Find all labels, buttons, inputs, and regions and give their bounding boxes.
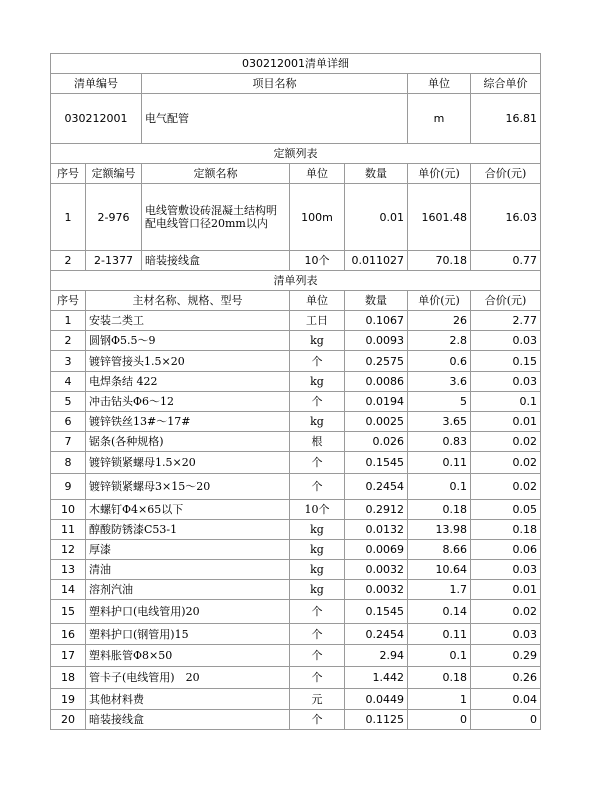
quota-section-row bbox=[51, 144, 541, 164]
title-row bbox=[51, 54, 541, 74]
material-total: 0.01 bbox=[471, 412, 541, 432]
material-row bbox=[51, 452, 541, 474]
material-row bbox=[51, 560, 541, 580]
material-list bbox=[51, 311, 541, 730]
material-qty: 0.1067 bbox=[345, 311, 408, 331]
material-name: 镀锌铁丝13#～17# bbox=[86, 412, 290, 432]
quota-header-unit: 单位 bbox=[290, 164, 345, 184]
material-name: 镀锌锁紧螺母3×15～20 bbox=[86, 474, 290, 500]
quota-row bbox=[51, 251, 541, 271]
material-unit: 10个 bbox=[290, 500, 345, 520]
material-name: 电焊条结 422 bbox=[86, 372, 290, 392]
material-row bbox=[51, 624, 541, 645]
quota-section-title: 定额列表 bbox=[51, 144, 541, 164]
material-seq: 7 bbox=[51, 432, 86, 452]
material-row bbox=[51, 372, 541, 392]
material-unit-price: 3.6 bbox=[408, 372, 471, 392]
material-name: 冲击钻头Φ6～12 bbox=[86, 392, 290, 412]
material-name: 木螺钉Φ4×65以下 bbox=[86, 500, 290, 520]
material-unit-price: 8.66 bbox=[408, 540, 471, 560]
material-total: 0.02 bbox=[471, 600, 541, 624]
material-qty: 0.0032 bbox=[345, 580, 408, 600]
material-total: 0.03 bbox=[471, 624, 541, 645]
material-row bbox=[51, 474, 541, 500]
material-row bbox=[51, 540, 541, 560]
main-item-code: 030212001 bbox=[51, 94, 142, 144]
material-unit: kg bbox=[290, 412, 345, 432]
material-qty: 0.0069 bbox=[345, 540, 408, 560]
material-header-total: 合价(元) bbox=[471, 291, 541, 311]
material-seq: 8 bbox=[51, 452, 86, 474]
material-name: 溶剂汽油 bbox=[86, 580, 290, 600]
material-unit-price: 1.7 bbox=[408, 580, 471, 600]
material-unit: 工日 bbox=[290, 311, 345, 331]
material-total: 0.29 bbox=[471, 645, 541, 667]
quota-unit: 10个 bbox=[290, 251, 345, 271]
material-seq: 13 bbox=[51, 560, 86, 580]
material-total: 2.77 bbox=[471, 311, 541, 331]
quota-code: 2-1377 bbox=[86, 251, 142, 271]
material-unit-price: 5 bbox=[408, 392, 471, 412]
material-unit: 个 bbox=[290, 667, 345, 689]
main-item-unit: m bbox=[408, 94, 471, 144]
material-total: 0.18 bbox=[471, 520, 541, 540]
material-qty: 2.94 bbox=[345, 645, 408, 667]
quota-name: 暗装接线盒 bbox=[142, 251, 290, 271]
material-name: 暗装接线盒 bbox=[86, 710, 290, 730]
material-row bbox=[51, 580, 541, 600]
material-total: 0.06 bbox=[471, 540, 541, 560]
material-unit-price: 26 bbox=[408, 311, 471, 331]
quota-unit-price: 1601.48 bbox=[408, 184, 471, 251]
material-unit-price: 2.8 bbox=[408, 331, 471, 351]
quota-name: 电线管敷设砖混凝土结构明配电线管口径20mm以内 bbox=[142, 184, 290, 251]
material-unit: 元 bbox=[290, 689, 345, 710]
material-seq: 19 bbox=[51, 689, 86, 710]
material-unit: 个 bbox=[290, 600, 345, 624]
quota-total: 0.77 bbox=[471, 251, 541, 271]
material-qty: 0.0025 bbox=[345, 412, 408, 432]
material-row bbox=[51, 689, 541, 710]
material-row bbox=[51, 392, 541, 412]
material-unit-price: 0.1 bbox=[408, 474, 471, 500]
material-row bbox=[51, 412, 541, 432]
material-seq: 2 bbox=[51, 331, 86, 351]
material-seq: 6 bbox=[51, 412, 86, 432]
material-seq: 15 bbox=[51, 600, 86, 624]
material-unit-price: 0.14 bbox=[408, 600, 471, 624]
material-seq: 11 bbox=[51, 520, 86, 540]
material-row bbox=[51, 331, 541, 351]
material-name: 镀锌管接头1.5×20 bbox=[86, 351, 290, 372]
material-seq: 10 bbox=[51, 500, 86, 520]
list-section-title: 清单列表 bbox=[51, 271, 541, 291]
quota-header-name: 定额名称 bbox=[142, 164, 290, 184]
material-qty: 0.0032 bbox=[345, 560, 408, 580]
material-qty: 0.0194 bbox=[345, 392, 408, 412]
header-item-name: 项目名称 bbox=[142, 74, 408, 94]
material-total: 0.02 bbox=[471, 432, 541, 452]
quota-total: 16.03 bbox=[471, 184, 541, 251]
material-row bbox=[51, 710, 541, 730]
material-unit-price: 10.64 bbox=[408, 560, 471, 580]
material-qty: 0.2912 bbox=[345, 500, 408, 520]
material-total: 0.01 bbox=[471, 580, 541, 600]
material-seq: 4 bbox=[51, 372, 86, 392]
quota-seq: 2 bbox=[51, 251, 86, 271]
material-seq: 18 bbox=[51, 667, 86, 689]
material-row bbox=[51, 311, 541, 331]
material-unit: 个 bbox=[290, 474, 345, 500]
material-qty: 0.0449 bbox=[345, 689, 408, 710]
main-item-row bbox=[51, 94, 541, 144]
material-seq: 14 bbox=[51, 580, 86, 600]
material-qty: 0.026 bbox=[345, 432, 408, 452]
quota-qty: 0.011027 bbox=[345, 251, 408, 271]
quota-code: 2-976 bbox=[86, 184, 142, 251]
material-unit-price: 3.65 bbox=[408, 412, 471, 432]
material-seq: 3 bbox=[51, 351, 86, 372]
material-row bbox=[51, 351, 541, 372]
material-unit-price: 0.11 bbox=[408, 452, 471, 474]
material-total: 0.03 bbox=[471, 372, 541, 392]
material-unit-price: 0.1 bbox=[408, 645, 471, 667]
material-total: 0.1 bbox=[471, 392, 541, 412]
material-unit-price: 0.83 bbox=[408, 432, 471, 452]
material-unit: kg bbox=[290, 520, 345, 540]
material-row bbox=[51, 500, 541, 520]
material-name: 塑料护口(钢管用)15 bbox=[86, 624, 290, 645]
material-name: 清油 bbox=[86, 560, 290, 580]
material-qty: 0.0086 bbox=[345, 372, 408, 392]
quota-header-unit-price: 单价(元) bbox=[408, 164, 471, 184]
material-unit: kg bbox=[290, 372, 345, 392]
material-row bbox=[51, 645, 541, 667]
quota-header-seq: 序号 bbox=[51, 164, 86, 184]
list-section-row bbox=[51, 271, 541, 291]
main-item-name: 电气配管 bbox=[142, 94, 408, 144]
material-qty: 0.1125 bbox=[345, 710, 408, 730]
material-header-row bbox=[51, 291, 541, 311]
material-seq: 20 bbox=[51, 710, 86, 730]
quota-header-row bbox=[51, 164, 541, 184]
main-item-price: 16.81 bbox=[471, 94, 541, 144]
material-unit: kg bbox=[290, 580, 345, 600]
material-seq: 17 bbox=[51, 645, 86, 667]
material-name: 其他材料费 bbox=[86, 689, 290, 710]
material-unit: 个 bbox=[290, 452, 345, 474]
material-total: 0.15 bbox=[471, 351, 541, 372]
material-unit-price: 0.11 bbox=[408, 624, 471, 645]
material-total: 0.05 bbox=[471, 500, 541, 520]
material-total: 0.26 bbox=[471, 667, 541, 689]
material-unit: kg bbox=[290, 540, 345, 560]
quota-unit: 100m bbox=[290, 184, 345, 251]
material-name: 塑料胀管Φ8×50 bbox=[86, 645, 290, 667]
material-header-name: 主材名称、规格、型号 bbox=[86, 291, 290, 311]
material-total: 0.03 bbox=[471, 560, 541, 580]
material-unit-price: 0.18 bbox=[408, 500, 471, 520]
material-unit-price: 0 bbox=[408, 710, 471, 730]
material-name: 镀锌锁紧螺母1.5×20 bbox=[86, 452, 290, 474]
header-code: 清单编号 bbox=[51, 74, 142, 94]
material-unit: kg bbox=[290, 331, 345, 351]
quota-unit-price: 70.18 bbox=[408, 251, 471, 271]
material-unit-price: 0.18 bbox=[408, 667, 471, 689]
material-unit: 个 bbox=[290, 392, 345, 412]
material-seq: 1 bbox=[51, 311, 86, 331]
material-unit-price: 0.6 bbox=[408, 351, 471, 372]
material-name: 圆钢Φ5.5～9 bbox=[86, 331, 290, 351]
material-row bbox=[51, 432, 541, 452]
quota-header-code: 定额编号 bbox=[86, 164, 142, 184]
sheet-title: 030212001清单详细 bbox=[51, 54, 541, 74]
material-unit: 根 bbox=[290, 432, 345, 452]
quota-header-qty: 数量 bbox=[345, 164, 408, 184]
material-row bbox=[51, 667, 541, 689]
material-header-unit: 单位 bbox=[290, 291, 345, 311]
header-price: 综合单价 bbox=[471, 74, 541, 94]
material-qty: 0.1545 bbox=[345, 452, 408, 474]
material-header-seq: 序号 bbox=[51, 291, 86, 311]
material-unit: 个 bbox=[290, 710, 345, 730]
material-name: 厚漆 bbox=[86, 540, 290, 560]
material-name: 安装二类工 bbox=[86, 311, 290, 331]
quota-row bbox=[51, 184, 541, 251]
material-qty: 0.1545 bbox=[345, 600, 408, 624]
material-qty: 0.0132 bbox=[345, 520, 408, 540]
material-header-qty: 数量 bbox=[345, 291, 408, 311]
main-header-row bbox=[51, 74, 541, 94]
material-seq: 16 bbox=[51, 624, 86, 645]
material-total: 0.02 bbox=[471, 452, 541, 474]
material-row bbox=[51, 520, 541, 540]
header-unit: 单位 bbox=[408, 74, 471, 94]
material-name: 锯条(各种规格) bbox=[86, 432, 290, 452]
material-qty: 1.442 bbox=[345, 667, 408, 689]
quota-seq: 1 bbox=[51, 184, 86, 251]
material-seq: 12 bbox=[51, 540, 86, 560]
detail-table bbox=[50, 53, 541, 730]
material-qty: 0.2454 bbox=[345, 624, 408, 645]
material-qty: 0.0093 bbox=[345, 331, 408, 351]
material-row bbox=[51, 600, 541, 624]
material-unit-price: 13.98 bbox=[408, 520, 471, 540]
material-total: 0.04 bbox=[471, 689, 541, 710]
material-seq: 9 bbox=[51, 474, 86, 500]
material-total: 0.02 bbox=[471, 474, 541, 500]
material-qty: 0.2454 bbox=[345, 474, 408, 500]
material-unit-price: 1 bbox=[408, 689, 471, 710]
material-unit: 个 bbox=[290, 351, 345, 372]
quota-qty: 0.01 bbox=[345, 184, 408, 251]
material-unit: 个 bbox=[290, 624, 345, 645]
material-name: 塑料护口(电线管用)20 bbox=[86, 600, 290, 624]
material-qty: 0.2575 bbox=[345, 351, 408, 372]
material-name: 醇酸防锈漆C53-1 bbox=[86, 520, 290, 540]
material-name: 管卡子(电线管用) 20 bbox=[86, 667, 290, 689]
material-header-unit-price: 单价(元) bbox=[408, 291, 471, 311]
material-seq: 5 bbox=[51, 392, 86, 412]
material-total: 0 bbox=[471, 710, 541, 730]
material-unit: kg bbox=[290, 560, 345, 580]
quota-header-total: 合价(元) bbox=[471, 164, 541, 184]
material-unit: 个 bbox=[290, 645, 345, 667]
material-total: 0.03 bbox=[471, 331, 541, 351]
